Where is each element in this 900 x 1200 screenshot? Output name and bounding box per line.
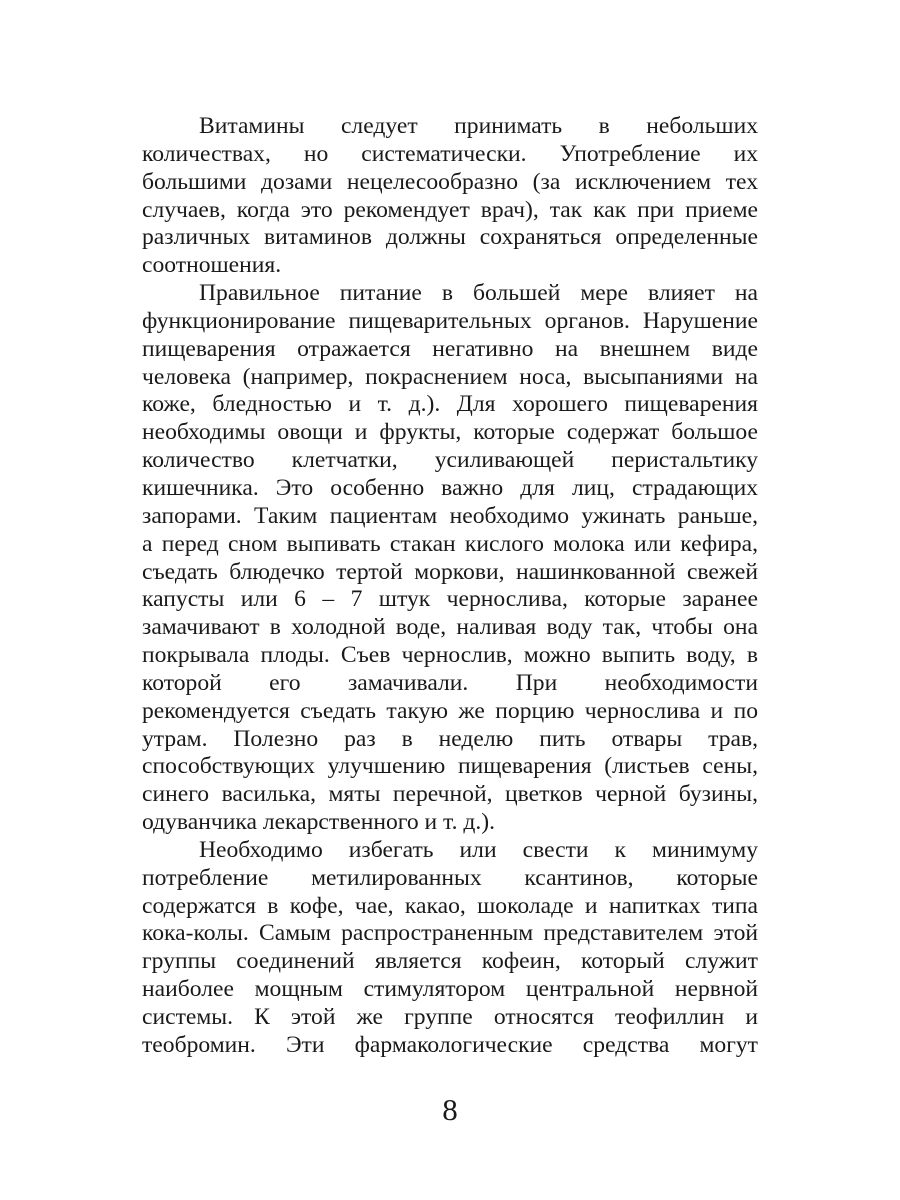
- paragraph-1-line-5: различных витаминов должны сохраняться определенные: [142, 224, 758, 251]
- paragraph-2-line-11: съедать блюдечко тертой моркови, нашинкованной свежей: [142, 558, 758, 585]
- paragraph-1-line-2: количествах, но систематически. Употребление их: [142, 140, 758, 167]
- paragraph-1-line-1: Витамины следует принимать в небольших: [199, 113, 758, 139]
- paragraph-2-line-13: замачивают в холодной воде, наливая воду так, чтобы она: [142, 614, 758, 641]
- paragraph-3-line-7: системы. К этой же группе относятся теофиллин и: [142, 1004, 758, 1030]
- paragraph-2-line-15: которой его замачивали. При необходимости: [142, 669, 758, 696]
- paragraph-3-line-2: потребление метилированных ксантинов, которые: [142, 864, 758, 891]
- paragraph-2-line-7: количество клетчатки, усиливающей перистальтику: [142, 447, 758, 474]
- paragraph-2-line-14: покрывала плоды. Съев чернослив, можно выпить воду, в: [142, 642, 758, 669]
- paragraph-2-line-9: запорами. Таким пациентам необходимо ужинать раньше,: [142, 502, 758, 529]
- paragraph-1-line-3: большими дозами нецелесообразно (за исключением тех: [142, 168, 758, 195]
- paragraph-3-line-1: Необходимо избегать или свести к минимуму: [199, 836, 758, 863]
- body-text: [142, 113, 758, 1060]
- paragraph-1-line-4: случаев, когда это рекомендует врач), так как при приеме: [142, 196, 758, 223]
- paragraph-2-line-1: Правильное питание в большей мере влияет на: [199, 280, 758, 307]
- paragraph-2-line-8: кишечника. Это особенно важно для лиц, страдающих: [142, 474, 758, 501]
- paragraph-2-line-6: необходимы овощи и фрукты, которые содержат большое: [142, 419, 758, 446]
- paragraph-2-line-5: коже, бледностью и т. д.). Для хорошего пищеварения: [142, 391, 758, 418]
- paragraph-2-line-18: способствующих улучшению пищеварения (листьев сены,: [142, 753, 758, 780]
- paragraph-2-line-20: одуванчика лекарственного и т. д.).: [142, 809, 496, 836]
- paragraph-2-line-10: а перед сном выпивать стакан кислого молока или кефира,: [142, 530, 758, 557]
- paragraph-2-line-17: утрам. Полезно раз в неделю пить отвары трав,: [142, 725, 758, 752]
- paragraph-2-line-16: рекомендуется съедать такую же порцию чернослива и по: [142, 697, 758, 724]
- paragraph-2-line-12: капусты или 6 – 7 штук чернослива, которые заранее: [142, 586, 758, 613]
- paragraph-1-line-6: соотношения.: [142, 252, 282, 279]
- paragraph-3-line-6: наиболее мощным стимулятором центральной нервной: [142, 976, 758, 1003]
- page-number: 8: [442, 1092, 458, 1127]
- paragraph-2-line-2: функционирование пищеварительных органов. Нарушение: [142, 307, 758, 334]
- paragraph-2-line-3: пищеварения отражается негативно на внешнем виде: [142, 335, 758, 362]
- paragraph-3-line-4: кока-колы. Самым распространенным представителем этой: [142, 920, 758, 947]
- paragraph-2-line-4: человека (например, покраснением носа, высыпаниями на: [142, 363, 758, 390]
- paragraph-3-line-5: группы соединений является кофеин, который служит: [142, 948, 758, 975]
- paragraph-3-line-8: теобромин. Эти фармакологические средства могут: [142, 1031, 758, 1058]
- paragraph-2-line-19: синего василька, мяты перечной, цветков черной бузины,: [142, 781, 758, 808]
- paragraph-3-line-3: содержатся в кофе, чае, какао, шоколаде и напитках типа: [142, 892, 758, 919]
